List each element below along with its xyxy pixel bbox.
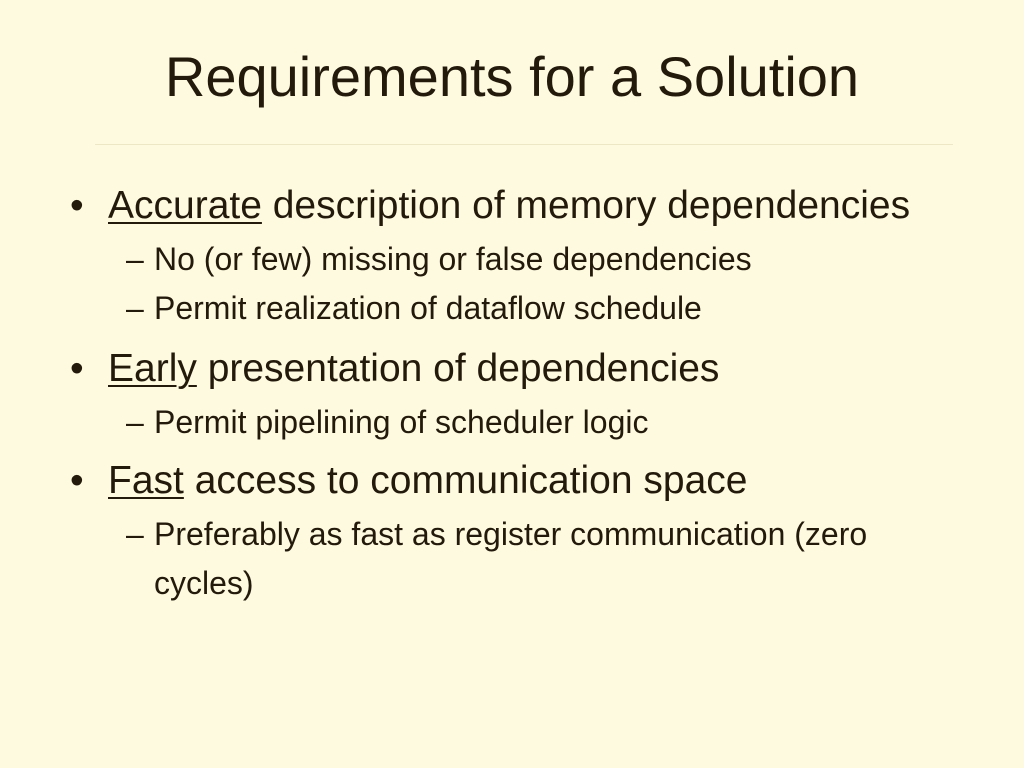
sub-bullet-text: Preferably as fast as register communication (zero cycles) — [154, 516, 868, 601]
bullet-early — [70, 341, 960, 396]
dash-icon: – — [126, 241, 144, 277]
bullet-rest: presentation of dependencies — [196, 347, 720, 390]
bullet-text — [108, 453, 960, 508]
bullet-rest: description of memory dependencies — [261, 184, 911, 227]
dash-icon: – — [126, 516, 144, 552]
sub-bullet-text: No (or few) missing or false dependencies — [154, 241, 752, 277]
bullet-list — [70, 178, 960, 608]
emphasis-early: Early — [108, 347, 197, 390]
sub-bullet — [126, 398, 960, 447]
sub-bullet — [126, 510, 960, 608]
sub-bullet-text: Permit pipelining of scheduler logic — [154, 404, 649, 440]
emphasis-fast: Fast — [108, 459, 184, 502]
sub-bullet — [126, 284, 960, 333]
emphasis-accurate: Accurate — [108, 184, 262, 227]
dash-icon: – — [126, 290, 144, 326]
bullet-icon: • — [70, 347, 84, 390]
slide-title: Requirements for a Solution — [164, 45, 860, 108]
bullet-icon: • — [70, 184, 84, 227]
title-divider — [95, 144, 953, 145]
sub-bullet — [126, 235, 960, 284]
bullet-icon: • — [70, 459, 84, 502]
sub-bullet-text: Permit realization of dataflow schedule — [154, 290, 702, 326]
bullet-rest: access to communication space — [183, 459, 748, 502]
bullet-accurate — [70, 178, 960, 233]
dash-icon: – — [126, 404, 144, 440]
bullet-text — [108, 341, 960, 396]
bullet-fast — [70, 453, 960, 508]
bullet-text — [108, 178, 960, 233]
